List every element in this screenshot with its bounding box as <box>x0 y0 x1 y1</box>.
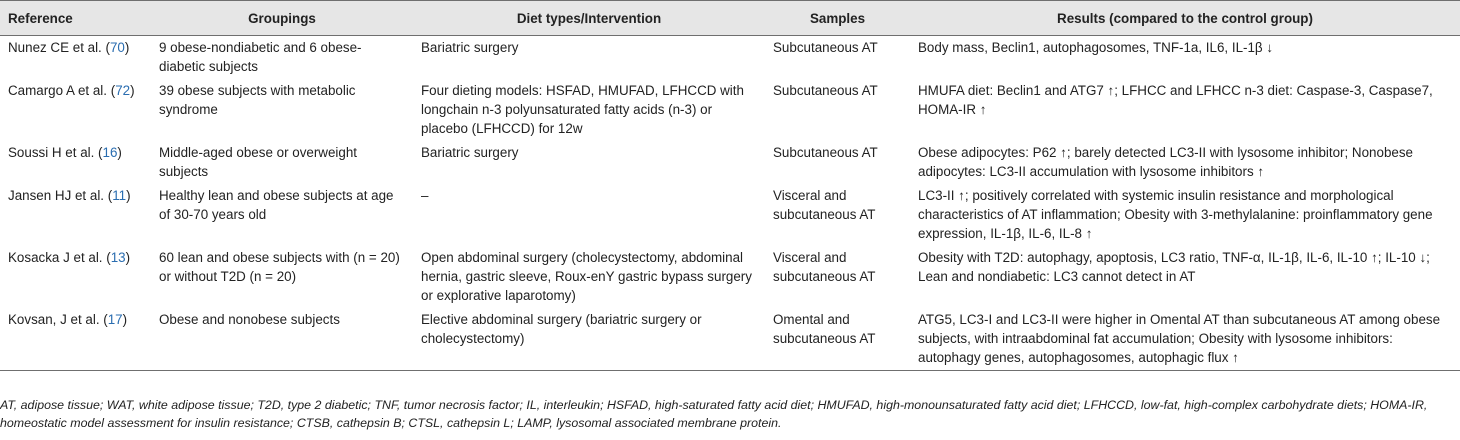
reference-cell <box>0 36 151 80</box>
reference-text: Kosacka J et al. ( <box>8 250 111 265</box>
header-results: Results (compared to the control group) <box>910 1 1460 36</box>
results-cell: HMUFA diet: Beclin1 and ATG7 ↑; LFHCC and LFHCC n-3 diet: Caspase-3, Caspase7, HOMA-IR ↑ <box>918 83 1433 117</box>
reference-text: Kovsan, J et al. ( <box>8 312 108 327</box>
header-groupings: Groupings <box>151 1 413 36</box>
samples-cell: Visceral and subcutaneous AT <box>773 188 876 222</box>
reference-text: Nunez CE et al. ( <box>8 40 110 55</box>
citation-link[interactable]: 16 <box>102 145 118 160</box>
samples-cell: Visceral and subcutaneous AT <box>773 250 876 284</box>
header-diet: Diet types/Intervention <box>413 1 765 36</box>
diet-cell: Bariatric surgery <box>421 145 519 160</box>
table-row <box>0 79 1460 141</box>
diet-cell: Bariatric surgery <box>421 40 519 55</box>
groupings-cell: Healthy lean and obese subjects at age of 30-70 years old <box>159 188 394 222</box>
citation-link[interactable]: 72 <box>115 83 131 98</box>
table-row <box>0 246 1460 308</box>
results-cell: Obese adipocytes: P62 ↑; barely detected LC3-II with lysosome inhibitor; Nonobese adipocytes: LC3-II accumulation with lysosome inhibitors ↑ <box>918 145 1413 179</box>
diet-cell: Four dieting models: HSFAD, HMUFAD, LFHCCD with longchain n-3 polyunsaturated fatty acids (n-3) or placebo (LFHCCD) for 12w <box>421 83 744 136</box>
results-cell: Body mass, Beclin1, autophagosomes, TNF-1a, IL6, IL-1β ↓ <box>918 40 1274 55</box>
table-row <box>0 308 1460 371</box>
reference-cell <box>0 79 151 141</box>
results-cell: Obesity with T2D: autophagy, apoptosis, LC3 ratio, TNF-α, IL-1β, IL-6, IL-10 ↑; IL-10 ↓; Lean and nondiabetic: LC3 cannot detect in AT <box>918 250 1430 284</box>
groupings-cell: 9 obese-nondiabetic and 6 obese-diabetic subjects <box>159 40 362 74</box>
results-cell: LC3-II ↑; positively correlated with systemic insulin resistance and morphological characteristics of AT inflammation; Obesity with 3-methylalanine: proinflammatory gene expression, IL-1β, IL-6, IL-8 ↑ <box>918 188 1433 241</box>
diet-cell: Open abdominal surgery (cholecystectomy, abdominal hernia, gastric sleeve, Roux-enY gastric bypass surgery or explorative laparotomy) <box>421 250 752 303</box>
groupings-cell: 60 lean and obese subjects with (n = 20) or without T2D (n = 20) <box>159 250 400 284</box>
reference-text: Soussi H et al. ( <box>8 145 103 160</box>
reference-cell <box>0 141 151 184</box>
reference-close: ) <box>124 40 130 55</box>
reference-cell <box>0 184 151 246</box>
reference-text: Camargo A et al. ( <box>8 83 116 98</box>
results-cell: ATG5, LC3-I and LC3-II were higher in Omental AT than subcutaneous AT among obese subjects, with intraabdominal fat accumulation; Obesity with lysosome inhibitors: autophagy genes, autophagosomes, autophagic flux ↑ <box>910 308 1460 371</box>
reference-text: Jansen HJ et al. ( <box>8 188 113 203</box>
reference-close: ) <box>122 312 128 327</box>
reference-close: ) <box>125 250 131 265</box>
table-row <box>0 141 1460 184</box>
header-samples: Samples <box>765 1 910 36</box>
reference-close: ) <box>126 188 131 203</box>
samples-cell: Subcutaneous AT <box>773 40 878 55</box>
diet-cell: Elective abdominal surgery (bariatric surgery or cholecystectomy) <box>413 308 765 371</box>
citation-link[interactable]: 70 <box>109 40 125 55</box>
citation-link[interactable]: 13 <box>110 250 126 265</box>
reference-close: ) <box>117 145 122 160</box>
header-reference: Reference <box>0 1 151 36</box>
groupings-cell: Obese and nonobese subjects <box>151 308 413 371</box>
samples-cell: Omental and subcutaneous AT <box>765 308 910 371</box>
samples-cell: Subcutaneous AT <box>773 83 878 98</box>
reference-cell <box>0 308 151 371</box>
table-row <box>0 184 1460 246</box>
table-footnote: AT, adipose tissue; WAT, white adipose tissue; T2D, type 2 diabetic; TNF, tumor necrosis factor; IL, interleukin; HSFAD, high-saturated fatty acid diet; HMUFAD, high-monounsaturated fatty acid diet; LFHCCD, low-fat, high-complex carbohydrate diets; HOMA-IR, homeostatic model assessment for insulin resistance; CTSB, cathepsin B; CTSL, cathepsin L; LAMP, lysosomal associated membrane protein. <box>0 398 1428 430</box>
table-header-row <box>0 1 1460 36</box>
table-row <box>0 36 1460 80</box>
samples-cell: Subcutaneous AT <box>773 145 878 160</box>
citation-link[interactable]: 17 <box>107 312 123 327</box>
groupings-cell: Middle-aged obese or overweight subjects <box>159 145 358 179</box>
citation-link[interactable]: 11 <box>112 188 127 203</box>
reference-cell <box>0 246 151 308</box>
groupings-cell: 39 obese subjects with metabolic syndrome <box>159 83 356 117</box>
reference-close: ) <box>130 83 135 98</box>
diet-cell: – <box>421 188 429 203</box>
